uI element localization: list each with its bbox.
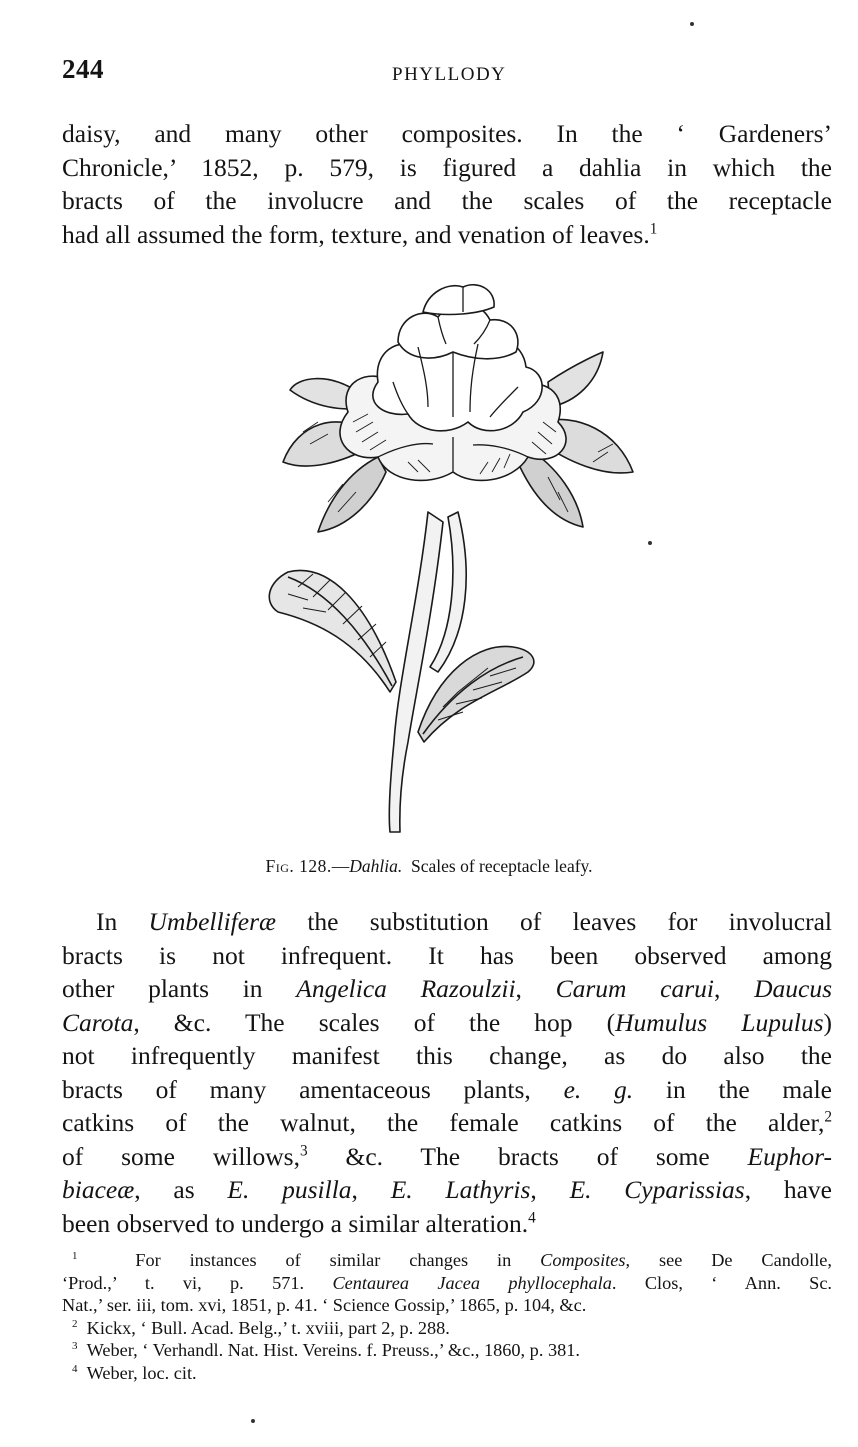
figure-description: Scales of receptacle leafy. <box>411 856 593 876</box>
footnote-3: $^3$ Weber, ‘ Verhandl. Nat. Hist. Vereins. f. Preuss.,’ &c., 1860, p. 381. <box>72 1340 580 1361</box>
footnote-number: 1 <box>72 1249 78 1262</box>
text-line: bracts of many amentaceous plants, e. g. in the male <box>62 1074 832 1104</box>
text-line: daisy, and many other composites. In the ‘ Gardeners’ <box>62 119 832 148</box>
text-line: catkins of the walnut, the female catkins of the alder,$^2$ <box>62 1108 832 1137</box>
figure-label: Fig. 128. <box>265 856 332 876</box>
footnote-ref: 3 <box>299 1142 308 1159</box>
text-line: of some willows,$^3$ &c. The bracts of some Euphor- <box>62 1141 832 1171</box>
text-line: Carota, &c. The scales of the hop (Humulus Lupulus) <box>62 1007 833 1037</box>
print-speck <box>251 1419 255 1423</box>
dahlia-illustration <box>258 272 648 837</box>
running-title: PHYLLODY <box>392 64 507 85</box>
footnote-2: $^2$ Kickx, ‘ Bull. Acad. Belg.,’ t. xviii, part 2, p. 288. <box>72 1317 450 1338</box>
footnote-1: $^1$ For instances of similar changes in Composites, see De Candolle, <box>72 1249 832 1270</box>
text-line: Chronicle,’ 1852, p. 579, is figured a dahlia in which the <box>62 152 832 182</box>
caption-dash: — <box>331 856 350 876</box>
footnote-number: 4 <box>72 1362 78 1375</box>
figure-caption <box>0 856 858 877</box>
footnote-4: $^4$ Weber, loc. cit. <box>72 1362 197 1383</box>
print-speck <box>690 22 694 26</box>
figure-title: Dahlia. <box>349 856 403 876</box>
footnotes <box>62 1249 832 1385</box>
text-line: bracts is not infrequent. It has been observed among <box>62 940 832 970</box>
page-number: 244 <box>62 54 104 84</box>
print-speck <box>648 541 652 545</box>
footnote-ref: 2 <box>824 1108 832 1126</box>
footnote-ref: 1 <box>649 220 658 237</box>
text-line: had all assumed the form, texture, and venation of leaves.$^1$ <box>62 219 658 249</box>
footnote-1-line: ‘Prod.,’ t. vi, p. 571. Centaurea Jacea phyllocephala. Clos, ‘ Ann. Sc. <box>62 1272 833 1293</box>
footnote-1-line: Nat.,’ ser. iii, tom. xvi, 1851, p. 41. ‘ Science Gossip,’ 1865, p. 104, &c. <box>62 1295 587 1316</box>
text-line: not infrequently manifest this change, as do also the <box>62 1041 832 1070</box>
paragraph-main <box>62 905 832 1240</box>
footnote-number: 2 <box>72 1317 78 1330</box>
text-line: In Umbelliferæ the substitution of leaves for involucral <box>96 907 832 936</box>
paragraph-top <box>62 117 832 251</box>
footnote-ref: 4 <box>528 1209 536 1226</box>
text-line: other plants in Angelica Razoulzii, Carum carui, Daucus <box>62 974 833 1003</box>
text-line: biaceæ, as E. pusilla, E. Lathyris, E. Cyparissias, have <box>62 1175 832 1204</box>
footnote-number: 3 <box>72 1340 78 1353</box>
text-line: bracts of the involucre and the scales of the receptacle <box>62 186 832 215</box>
text-line: been observed to undergo a similar alteration.$^4$ <box>62 1208 536 1238</box>
